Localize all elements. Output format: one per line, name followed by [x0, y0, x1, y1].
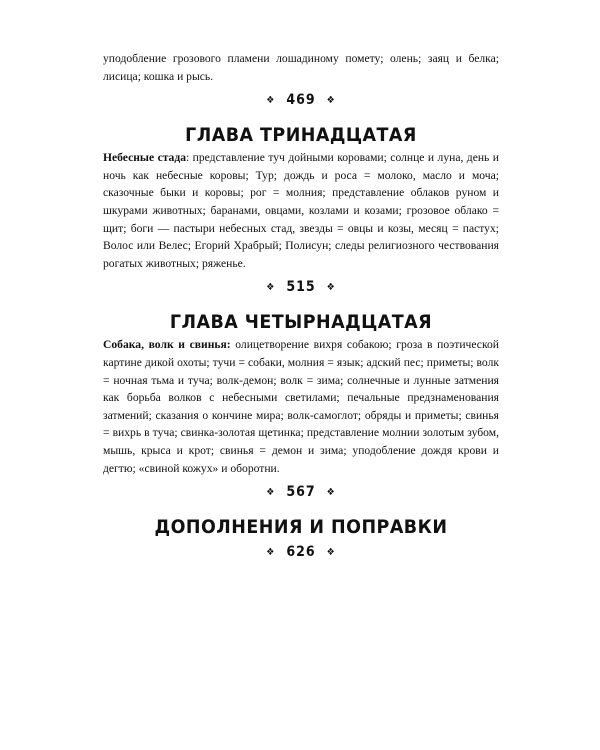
page-number-value: 567 [286, 484, 316, 501]
ornament-diamond-icon: ❖ [326, 486, 336, 498]
document-page [103, 50, 499, 563]
page-number-515 [103, 276, 499, 298]
ornament-diamond-icon: ❖ [266, 94, 276, 106]
summary-body: : представление туч дойными коровами; солнце и луна, день и ночь как небесные коровы; Тур; дождь и роса = молоко, масло и моча; сказочные быки и коровы; рог = молния; представление облаков руном и шкурами животных; баранами, овцами, козлами и козами; грозовое облако = щит; боги — пастыри небесных стад, звезды = овцы и козы, месяц = пастух; Волос или Велес; Егорий Храбрый; Полисун; следы религиозного чествования рогатых животных; ряженье. [103, 151, 499, 270]
summary-body: олицетворение вихря собакою; гроза в поэтической картине дикой охоты; тучи = собаки, молния = язык; адский пес; приметы; волк = ночная тьма и туча; волк-демон; волк = зима; солнечные и лунные затмения как борьба волков с небесными светилами; печальные предзнаменования затмений; сказания о кончине мира; волк-самоглот; обряды и приметы; свинья = вихрь в туча; свинка-золотая щетинка; представление молнии золотым зубом, мышь, крыса и крот; свинья = демон и зима; уподобление дождя крови и дегтю; «свиной кожух» и оборотни. [103, 338, 499, 475]
chapter-title-13: ГЛАВА ТРИНАДЦАТАЯ [185, 124, 417, 147]
ornament-diamond-icon: ❖ [266, 281, 276, 293]
addenda-title: ДОПОЛНЕНИЯ И ПОПРАВКИ [154, 516, 448, 539]
summary-lead: Собака, волк и свинья: [103, 338, 231, 352]
page-number-value: 515 [286, 279, 316, 296]
ornament-diamond-icon: ❖ [326, 281, 336, 293]
chapter-13-summary [103, 149, 499, 272]
ornament-diamond-icon: ❖ [266, 486, 276, 498]
page-number-626 [103, 541, 499, 563]
ornament-diamond-icon: ❖ [326, 546, 336, 558]
intro-paragraph: уподобление грозового пламени лошадиному помету; олень; заяц и белка; лисица; кошка и рысь. [103, 52, 499, 83]
summary-lead: Небесные стада [103, 151, 187, 165]
page-number-value: 626 [286, 544, 316, 561]
chapter-title-14: ГЛАВА ЧЕТЫРНАДЦАТАЯ [169, 311, 433, 334]
page-number-469 [103, 89, 499, 111]
page-number-567 [103, 481, 499, 503]
page-number-value: 469 [286, 92, 316, 109]
ornament-diamond-icon: ❖ [326, 94, 336, 106]
ornament-diamond-icon: ❖ [266, 546, 276, 558]
chapter-14-summary [103, 336, 499, 477]
